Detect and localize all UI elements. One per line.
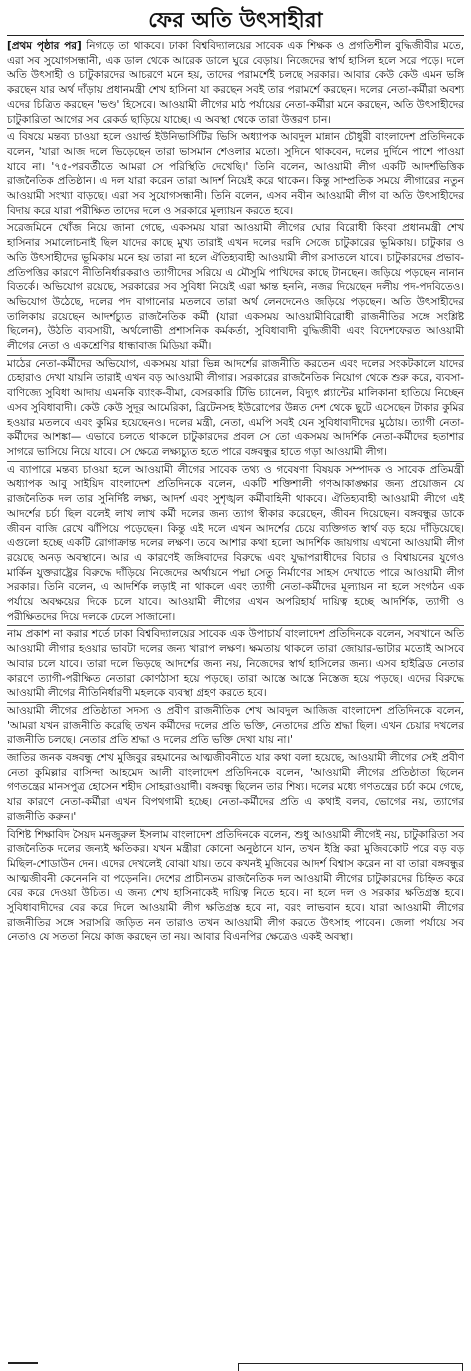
article-paragraph-5: এ ব্যাপারে মন্তব্য চাওয়া হলে আওয়ামী লীগের সাবেক তথ্য ও গবেষণা বিষয়ক সম্পাদক ও সাবেক প্রতিমন্ত্রী অধ্যাপক আবু সাইয়িদ বাংলাদেশ প্রতিদিনকে বলেন, একটি শক্তিশালী গণআকাঙ্ক্ষার জন্য প্রয়োজন যে রাজনৈতিক দল তার সুনির্দিষ্ট লক্ষ্য, আদর্শ এবং সুশৃঙ্খল কর্মীবাহিনী থাকবে। ঐতিহ্যবাহী আওয়ামী লীগে এই আদর্শের চর্চা ছিল বলেই লাখ লাখ কর্মী দলের জন্য ত্যাগ স্বীকার করেছেন, জীবন দিয়েছেন। বঙ্গবন্ধুর ডাকে জীবন বাজি রেখে ঝাঁপিয়ে পড়েছেন। কিন্তু এই দলে এখন আদর্শের চেয়ে ব্যক্তিগত স্বার্থ বড় হয়ে দাঁড়িয়েছে। এগুলো হচ্ছে একটি রোগাক্রান্ত দলের লক্ষণ। তবে আশার কথা হলো আদর্শিক জায়গায় এখনো আওয়ামী লীগ রয়েছে অনড় অবস্থানে। আর এ কারণেই জঙ্গিবাদের বিরুদ্ধে এবং যুদ্ধাপরাধীদের বিচার ও বিশ্বায়নের যুগেও মার্কিন যুক্তরাষ্ট্রের বিরুদ্ধে দাঁড়িয়ে নিজেদের অর্থায়নে পদ্মা সেতু নির্মাণের সাহস দেখাতে পারে আওয়ামী লীগ সরকার। তিনি বলেন, এ আদর্শিক লড়াই না থাকলে এবং ত্যাগী নেতা-কর্মীদের মূল্যায়ন না হলে সংগঠন এক পর্যায়ে অবক্ষয়ের দিকে চলে যাবে। আওয়ামী লীগের এখন অপরিহার্য দায়িত্ব হচ্ছে আদর্শিক, ত্যাগী ও পরীক্ষিতদের দিয়ে দলকে ঢেলে সাজানো। [7,461,464,625]
article-paragraph-8: জাতির জনক বঙ্গবন্ধু শেখ মুজিবুর রহমানের আত্মজীবনীতে যার কথা বলা হয়েছে, আওয়ামী লীগের সেই প্রবীণ নেতা কুমিল্লার বাসিন্দা আহমেদ আলী বাংলাদেশ প্রতিদিনকে বলেন, 'আওয়ামী লীগের প্রতিষ্ঠাতা ছিলেন গণতন্ত্রের মানসপুত্র হোসেন শহীদ সোহরাওয়ার্দী। বঙ্গবন্ধু ছিলেন তার শিষ্য। দলের মধ্যে গণতন্ত্রের চর্চা কমে গেছে, যার কারণে নেতা-কর্মীরা এখন বিপথগামী হচ্ছে। নেতা-কর্মীদের প্রতি এ কথাই বলব, ভোগের নয়, ত্যাগের রাজনীতি করুন।' [7,749,464,825]
continued-from-front-page-label: [প্রথম পৃষ্ঠার পর] [7,40,82,52]
article-paragraph-2: এ বিষয়ে মন্তব্য চাওয়া হলে ওয়ার্ল্ড ইউনিভার্সিটির ভিসি অধ্যাপক আবদুল মান্নান চৌধুরী বাংলাদেশ প্রতিদিনকে বলেন, 'যারা আজ দলে ভিড়েছেন তারা ভাসমান শেওলার মতো। সুদিনে থাকবেন, দলের দুর্দিনে পাশে পাওয়া যাবে না। '৭৫-পরবর্তীতে আমরা সে পরিস্থিতি দেখেছি।' তিনি বলেন, আওয়ামী লীগ একটি আদর্শভিত্তিক রাজনৈতিক প্রতিষ্ঠান। এ দল যারা করেন তারা আদর্শ নিয়েই করে থাকেন। কিন্তু সাম্প্রতিক সময়ে লীগারের নতুন আওয়ামী সংখ্যা বাড়ছে। এরা সব সুযোগসন্ধানী। তিনি বলেন, এসব নবীন আওয়ামী লীগ বা অতি উৎসাহীদের বিদায় করে যারা পরীক্ষিত তাদের দলে ও সরকারে মূল্যায়ন করতে হবে। [7,128,464,218]
footer-left-rule [8,1362,38,1371]
article-paragraph-6: নাম প্রকাশ না করার শর্তে ঢাকা বিশ্ববিদ্যালয়ের সাবেক এক উপাচার্য বাংলাদেশ প্রতিদিনকে বলেন, সবখানে অতি আওয়ামী লীগার হওয়ার ভাবটা দলের জন্য খারাপ লক্ষণ। ক্ষমতায় থাকলে তারা জোয়ার-ভাটার মতোই আসবে আবার চলে যাবে। তারা দলে ভিড়ছে আদর্শের জন্য নয়, নিজেদের স্বার্থ হাসিলের জন্য। এসব হাইব্রিড নেতার কারণে ত্যাগী-পরীক্ষিত নেতারা কোণঠাসা হয়ে পড়ছে। তারা আস্তে আস্তে নিস্তেজ হয়ে পড়ছে। এদের বিরুদ্ধে আওয়ামী লীগের নীতিনির্ধারণী মহলকে ব্যবস্থা গ্রহণ করতে হবে। [7,625,464,701]
article-paragraph-9: বিশিষ্ট শিক্ষাবিদ সৈয়দ মনজুরুল ইসলাম বাংলাদেশ প্রতিদিনকে বলেন, শুধু আওয়ামী লীগেই নয়, চাটুকারিতা সব রাজনৈতিক দলের জন্যই ক্ষতিকর। যখন মন্ত্রীরা কোনো অনুষ্ঠানে যান, তখন ইস্ত্রি করা মুজিবকোট পরে বড় বড় মিছিল-শোডাউন দেন। এদের দেখলেই বোঝা যায়। তবে কখনই মুজিবের আদর্শ বিশ্বাস করেন না বা তারা বঙ্গবন্ধুর আত্মজীবনী কেনেননি বা পড়েননি। দেশের প্রাচীনতম রাজনৈতিক দল আওয়ামী লীগের চাটুকারদের চিহ্নিত করে বের করে দেওয়া উচিত। এ জন্য শেখ হাসিনাকেই দায়িত্ব নিতে হবে। না হলে দল ও সরকার ক্ষতিগ্রস্ত হবে। সুবিধাবাদীদের বের করে দিলে আওয়ামী লীগ ক্ষতিগ্রস্ত হবে না, বরং লাভবান হবে। যারা আওয়ামী লীগের রাজনীতির সঙ্গে সরাসরি জড়িত নন তারাও তখন আওয়ামী লীগ করতে উৎসাহ পাবেন। জেলা পর্যায়ে সব নেতাও যে সততা নিয়ে কাজ করছেন তা নয়। আবার বিএনপির ক্ষেত্রেও একই অবস্থা। [7,826,464,946]
article-paragraph-7: আওয়ামী লীগের প্রতিষ্ঠাতা সদস্য ও প্রবীণ রাজনীতিক শেখ আবদুল আজিজ বাংলাদেশ প্রতিদিনকে বলেন, 'আমরা যখন রাজনীতি করেছি তখন কর্মীদের দলের প্রতি ভক্তি, নেতাদের প্রতি শ্রদ্ধা ছিল। এখন চেয়ার দখলের রাজনীতি চলছে। নেতার প্রতি শ্রদ্ধা ও দলের প্রতি ভক্তি দেখা যায় না।' [7,702,464,748]
paragraph-text: নিগড়ে তা থাকবে। ঢাকা বিশ্ববিদ্যালয়ের সাবেক এক শিক্ষক ও প্রগতিশীল বুদ্ধিজীবীর মতে, এরা সব সুযোগসন্ধানী, এক ডাল থেকে আরেক ডালে ঘুরে বেড়ায়। নিজেদের স্বার্থ হাসিল হলে সরে পড়ে। দলে অতি উৎসাহী ও চাটুকারদের আচরণে মনে হয়, তাদের পরামর্শেই চলছে সরকার। আবার কেউ কেউ এমন ভঙ্গি করছেন যার অর্থ দাঁড়ায় প্রধানমন্ত্রী শেখ হাসিনা যা করছেন সবই তার পরামর্শে করছেন। দলের নেতা-কর্মীরা অবশ্য এদের চিত্রিত করছেন 'ভণ্ড' হিসেবে। আওয়ামী লীগের মাঠ পর্যায়ের নেতা-কর্মীরা মনে করছেন, অতি উৎসাহীদের চাটুকারিতা আগের সব রেকর্ড ছাড়িয়ে যাচ্ছে। এ অবস্থা থেকে তারা উত্তরণ চান। [7,40,465,126]
headline-divider [7,35,464,36]
article-paragraph-3: সরেজমিনে খোঁজ নিয়ে জানা গেছে, একসময় যারা আওয়ামী লীগের ঘোর বিরোধী কিংবা প্রধানমন্ত্রী শেখ হাসিনার সমালোচনাই ছিল যাদের কাছে মুখ্য তারাই এখন দলের দরদি সেজে চাটুকারের ভূমিকায়। চাটুকার ও অতি উৎসাহীদের ভূমিকায় মনে হয় তারা না হলে ঐতিহ্যবাহী আওয়ামী লীগ রসাতলে যাবে। চাটুকারদের প্রভাব-প্রতিপত্তির কারণে নীতিনির্ধারকরাও ত্যাগীদের সরিয়ে এ মৌসুমি পাখিদের কাছে টানছেন। জড়িয়ে পড়ছেন নানান বিতর্কে। অভিযোগ রয়েছে, সরকারের সব সুবিধা নিয়েই এরা ক্ষান্ত হননি, নজর দিয়েছেন দলীয় পদ-পদবিতেও। অভিযোগ উঠেছে, দলের পদ বাগানোর মতলবে তারা অর্থ লেনদেনেও জড়িয়ে পড়ছেন। অতি উৎসাহীদের তালিকায় রয়েছেন আদর্শচ্যুত রাজনৈতিক কর্মী (যারা একসময় আওয়ামীবিরোধী রাজনীতির সঙ্গে সংশ্লিষ্ট ছিলেন), উঠতি ব্যবসায়ী, অর্থলোভী প্রশাসনিক কর্মকর্তা, সুবিধাবাদী বুদ্ধিজীবী এবং বিদেশফেরত আওয়ামী লীগের নেতা ও একশ্রেণির ধান্ধাবাজ মিডিয়া কর্মী। [7,219,464,353]
footer-right-box [238,1363,463,1371]
article-paragraph-4: মাঠের নেতা-কর্মীদের অভিযোগ, একসময় যারা ভিন্ন আদর্শের রাজনীতি করতেন এবং দলের সংকটকালে যাদের চেহারাও দেখা যায়নি তারাই এখন বড় আওয়ামী লীগার। সরকারের রাজনৈতিক নিয়োগ থেকে শুরু করে, ব্যবসা-বাণিজ্যে সুবিধা আদায় এমনকি ব্যাংক-বীমা, বেসরকারি টিভি চ্যানেল, বিদ্যুৎ প্ল্যান্টের মালিকানা হাতিয়ে নিচ্ছেন এসব সুবিধাবাদী। কেউ কেউ সুদূর আমেরিকা, ব্রিটেনসহ ইউরোপের উন্নত দেশ থেকে ছুটে এসেছেন টাকার কুমির হওয়ার মতলবে এবং কুমির হয়েছেনও। দলের মন্ত্রী, নেতা, এমপি সবই যেন সুবিধাবাদীদের মুঠোয়। ত্যাগী নেতা-কর্মীদের আশঙ্কা— এভাবে চলতে থাকলে চাটুকারদের প্রবল সে তো একসময় আদর্শিক নেতা-কর্মীদের হতাশার সাগরে ভাসিয়ে নিয়ে যাবে। সে ক্ষেত্রে লক্ষ্যচ্যুত হতে পারে বঙ্গবন্ধুর হাতে গড়া আওয়ামী লীগ। [7,355,464,460]
article-headline: ফের অতি উৎসাহীরা [148,8,323,32]
page-footer-rules [0,1357,471,1371]
article-body [7,38,464,945]
article-paragraph-1 [7,38,464,127]
